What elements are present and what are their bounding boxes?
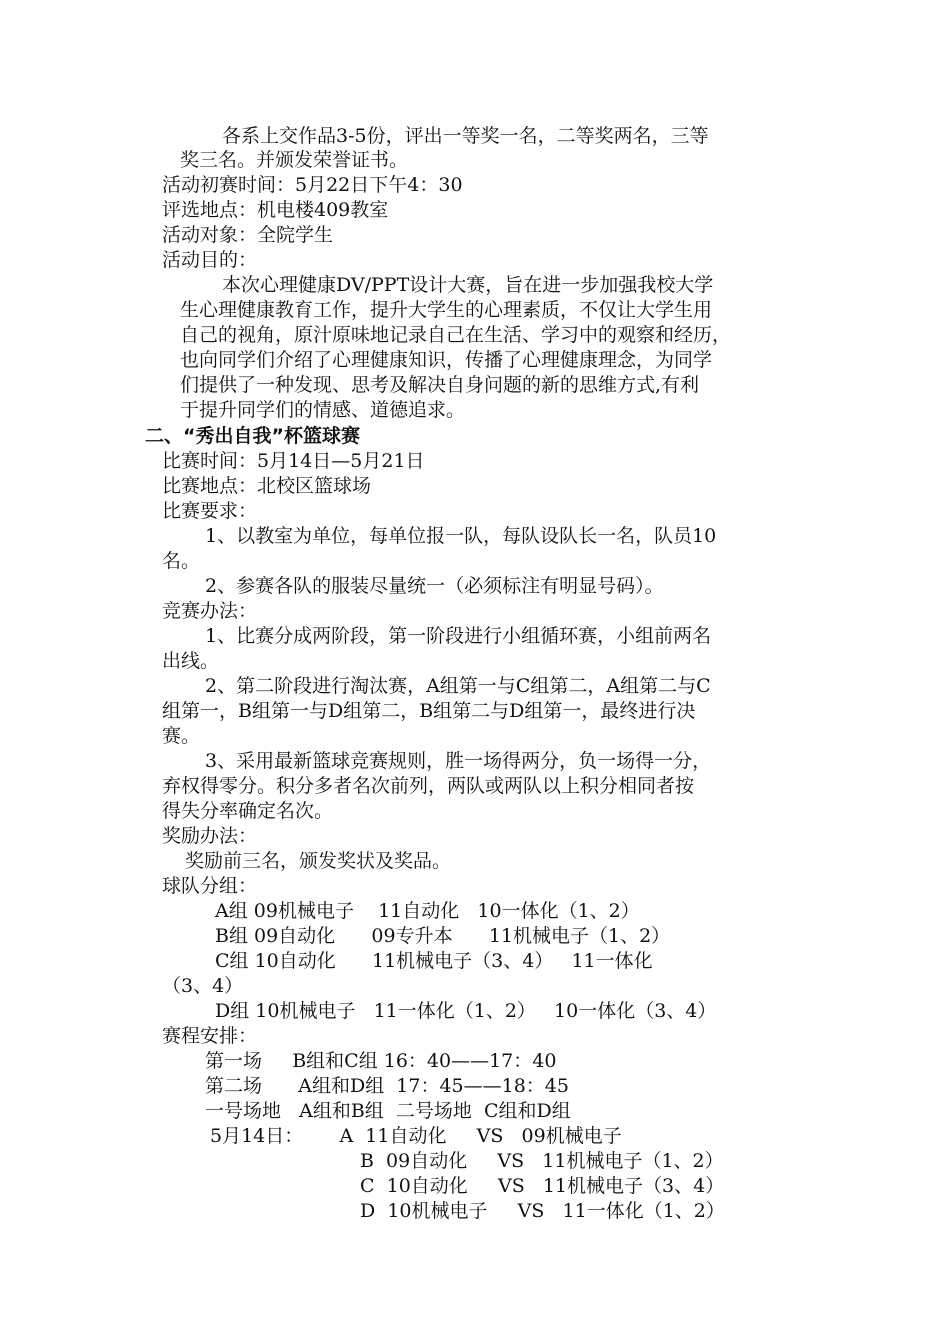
group-line: A组 09机械电子 11自动化 10一体化（1、2） [215, 900, 640, 922]
match-line: D 10机械电子 VS 11一体化（1、2） [360, 1200, 725, 1222]
text-line: 弃权得零分。积分多者名次前列，两队或两队以上积分相同者按 [162, 775, 695, 797]
text-line: 也向同学们介绍了心理健康知识，传播了心理健康理念，为同学 [180, 349, 713, 371]
text-line: 活动目的： [162, 249, 258, 271]
group-line: D组 10机械电子 11一体化（1、2） 10一体化（3、4） [215, 1000, 717, 1022]
text-line: 奖三名。并颁发荣誉证书。 [180, 149, 409, 171]
schedule-line: 第一场 B组和C组 16：40——17：40 [205, 1050, 557, 1072]
match-line: 5月14日： A 11自动化 VS 09机械电子 [210, 1125, 622, 1147]
text-line: 奖励前三名，颁发奖状及奖品。 [185, 850, 452, 872]
text-line: 出线。 [162, 650, 220, 672]
text-line: 1、以教室为单位，每单位报一队，每队设队长一名，队员10 [205, 525, 717, 547]
match-line: B 09自动化 VS 11机械电子（1、2） [360, 1150, 724, 1172]
text-line: 生心理健康教育工作，提升大学生的心理素质，不仅让大学生用 [180, 299, 713, 321]
match-line: C 10自动化 VS 11机械电子（3、4） [360, 1175, 725, 1197]
section-heading: 二、“秀出自我”杯篮球赛 [145, 425, 360, 447]
text-line: 3、采用最新篮球竞赛规则，胜一场得两分，负一场得一分， [205, 750, 712, 772]
text-line: 赛程安排： [162, 1025, 258, 1047]
text-line: 比赛地点：北校区篮球场 [162, 475, 372, 497]
text-line: 2、第二阶段进行淘汰赛，A组第一与C组第二，A组第二与C [205, 675, 711, 697]
text-line: 名。 [162, 550, 201, 572]
text-line: 自己的视角，原汁原味地记录自己在生活、学习中的观察和经历， [180, 324, 732, 346]
group-line: C组 10自动化 11机械电子（3、4） 11一体化 [215, 950, 653, 972]
text-line: 比赛时间：5月14日—5月21日 [162, 450, 425, 472]
text-line: 们提供了一种发现、思考及解决自身问题的新的思维方式,有利 [180, 374, 700, 396]
text-line: 各系上交作品3-5份，评出一等奖一名，二等奖两名，三等 [222, 125, 709, 147]
text-line: 组第一，B组第一与D组第二，B组第二与D组第一，最终进行决 [162, 700, 696, 722]
text-line: 比赛要求： [162, 500, 258, 522]
text-line: 本次心理健康DV/PPT设计大赛，旨在进一步加强我校大学 [222, 274, 714, 296]
text-line: 活动对象：全院学生 [162, 224, 334, 246]
text-line: 于提升同学们的情感、道德追求。 [180, 399, 466, 421]
text-line: 球队分组： [162, 875, 258, 897]
schedule-line: 一号场地 A组和B组 二号场地 C组和D组 [205, 1100, 571, 1122]
text-line: 评选地点：机电楼409教室 [162, 199, 389, 221]
text-line: 赛。 [162, 725, 201, 747]
text-line: 2、参赛各队的服装尽量统一（必须标注有明显号码）。 [205, 575, 664, 597]
schedule-line: 第二场 A组和D组 17：45——18：45 [205, 1075, 569, 1097]
text-line: 活动初赛时间：5月22日下午4：30 [162, 174, 463, 196]
group-line: B组 09自动化 09专升本 11机械电子（1、2） [215, 925, 671, 947]
text-line: 得失分率确定名次。 [162, 800, 334, 822]
text-line: 1、比赛分成两阶段，第一阶段进行小组循环赛，小组前两名 [205, 625, 712, 647]
text-line: 竞赛办法： [162, 600, 258, 622]
text-line: 奖励办法： [162, 825, 258, 847]
group-line: （3、4） [162, 975, 244, 997]
